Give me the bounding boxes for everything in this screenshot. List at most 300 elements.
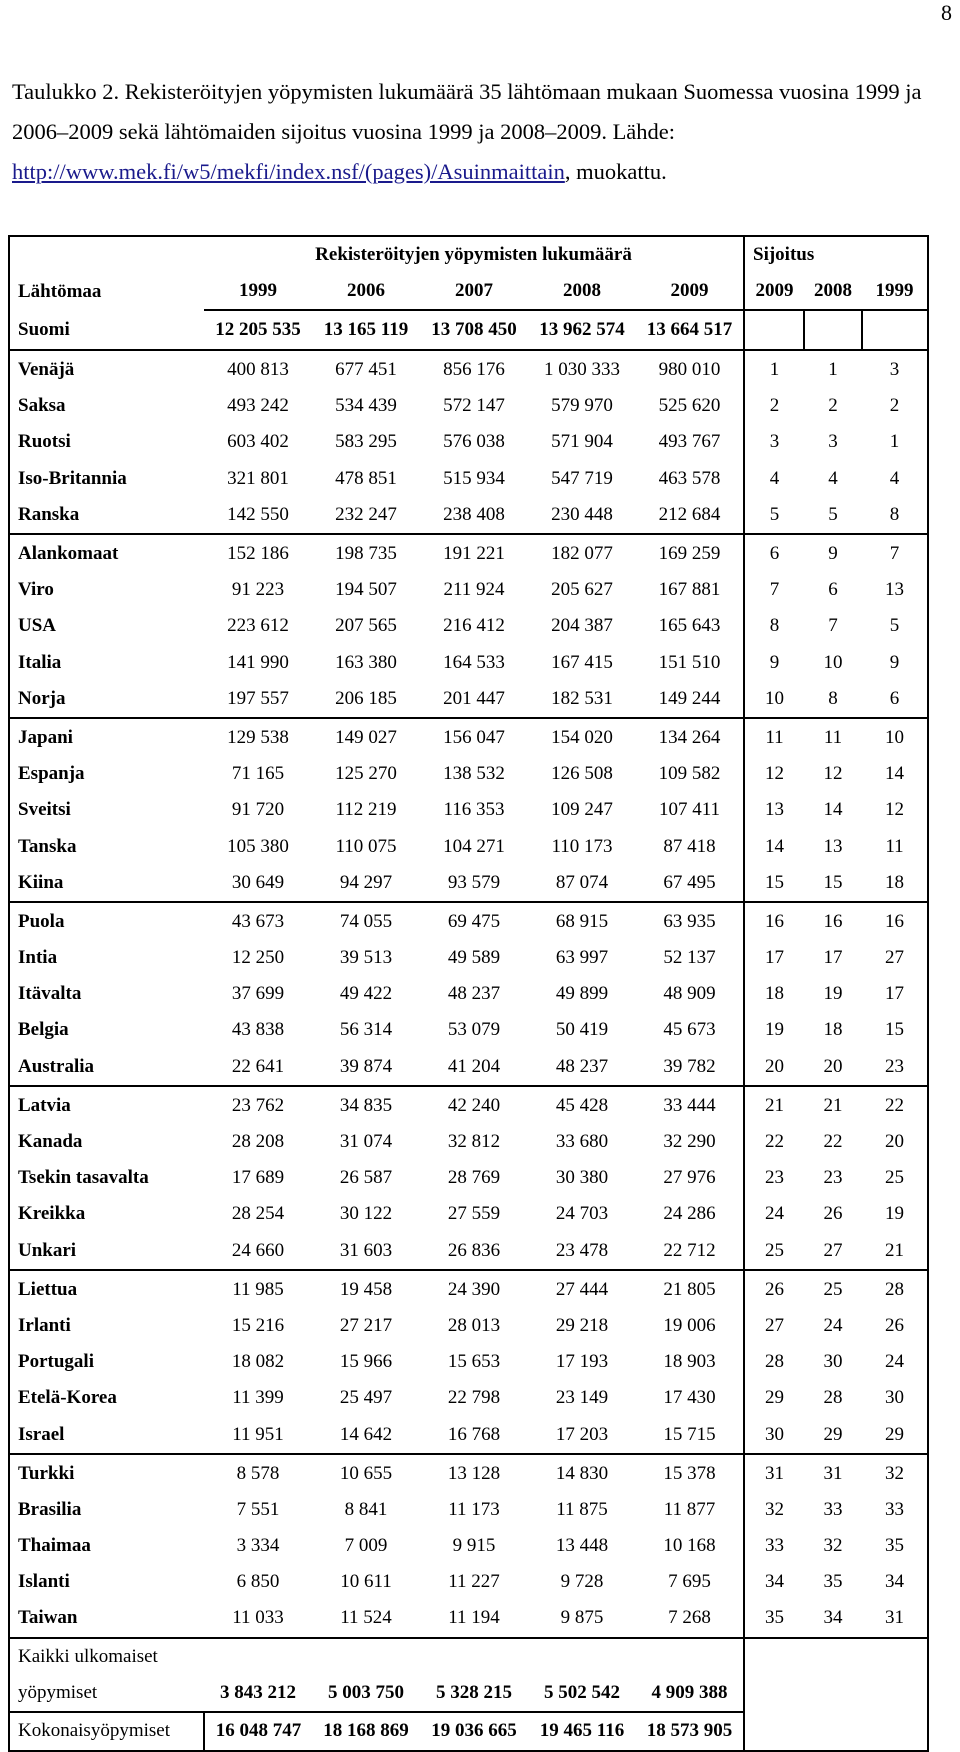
rank-cell: 29: [765, 1387, 784, 1409]
total-all-count: 16 048 747: [215, 1720, 302, 1742]
table-row: [9, 1308, 928, 1344]
rank-cell: 1: [828, 359, 838, 381]
count-cell: 141 990: [227, 651, 289, 673]
count-cell: 211 924: [443, 579, 505, 601]
count-cell: 216 412: [443, 615, 505, 637]
count-cell: 34 835: [339, 1094, 393, 1116]
rank-cell: 4: [769, 467, 780, 489]
rank-cell: 31: [823, 1462, 843, 1484]
table-row: [9, 534, 928, 572]
count-cell: 52 137: [636, 940, 744, 976]
count-cell: 19 458: [339, 1278, 393, 1300]
count-cell: 11 173: [448, 1498, 500, 1520]
rank-cell: 24: [823, 1314, 843, 1336]
country-name: Venäjä: [18, 359, 75, 381]
count-cell: 493 767: [636, 424, 744, 460]
table-row: [9, 1012, 928, 1048]
count-cell: 27 559: [447, 1203, 501, 1225]
count-cell: 31 074: [339, 1131, 393, 1153]
count-cell: 71 165: [231, 763, 285, 785]
rank-cell: 11: [823, 726, 843, 748]
total-foreign-count: 3 843 212: [204, 1675, 312, 1712]
header-counts-group: Rekisteröityjen yöpymisten lukumäärä: [204, 236, 744, 273]
table-row: [9, 608, 928, 644]
rank-cell: 27: [804, 1233, 862, 1270]
country-name: Norja: [9, 681, 204, 718]
rank-cell: 35: [885, 1535, 904, 1557]
count-cell: 91 720: [231, 799, 285, 821]
country-name: Saksa: [18, 395, 66, 417]
table-row: [9, 1196, 928, 1232]
count-cell: 74 055: [339, 910, 393, 932]
count-cell: 50 419: [555, 1019, 609, 1041]
source-link[interactable]: http://www.mek.fi/w5/mekfi/index.nsf/(pages)/Asuinmaittain: [12, 159, 565, 184]
count-cell: 182 077: [551, 543, 613, 565]
count-cell: 11 033: [204, 1600, 312, 1637]
rank-cell: 34: [885, 1571, 904, 1593]
count-cell: 63 935: [636, 902, 744, 940]
total-foreign-count: 4 909 388: [636, 1675, 744, 1712]
count-cell: 22 712: [636, 1233, 744, 1270]
rank-cell: 30: [885, 1387, 904, 1409]
rank-cell: 9: [769, 651, 780, 673]
count-cell: 7 268: [636, 1600, 744, 1637]
country-name: Latvia: [18, 1094, 71, 1116]
rank-cell: 17: [765, 947, 784, 969]
count-cell: 212 684: [636, 497, 744, 534]
count-cell: 107 411: [636, 792, 744, 828]
count-cell: 15 653: [447, 1351, 501, 1373]
count-cell: 154 020: [551, 726, 613, 748]
count-cell: 11 875: [556, 1498, 608, 1520]
rank-cell: 12: [765, 763, 784, 785]
count-cell: 13 664 517: [636, 310, 744, 350]
table-cell: [204, 1638, 312, 1675]
rank-cell: 35: [823, 1571, 843, 1593]
count-cell: 109 247: [551, 799, 613, 821]
count-cell: 232 247: [312, 497, 420, 534]
table-row: [9, 681, 928, 718]
table-caption: [12, 72, 942, 192]
count-cell: 10 655: [339, 1462, 393, 1484]
count-cell: 32 290: [636, 1124, 744, 1160]
count-cell: 980 010: [636, 350, 744, 388]
rank-cell: 19: [885, 1203, 904, 1225]
rank-cell: 19: [823, 983, 843, 1005]
rank-cell: 5: [889, 615, 900, 637]
header-year-rank: 1999: [875, 280, 914, 301]
count-cell: 109 582: [636, 756, 744, 792]
country-name: Unkari: [9, 1233, 204, 1270]
rank-cell: 26: [823, 1203, 843, 1225]
table-row: [9, 1086, 928, 1124]
count-cell: 151 510: [636, 645, 744, 681]
count-cell: 31 603: [312, 1233, 420, 1270]
rank-cell: 28: [765, 1351, 784, 1373]
count-cell: 165 643: [636, 608, 744, 644]
rank-cell: 7: [828, 615, 838, 637]
count-cell: 49 899: [555, 983, 609, 1005]
table-row: [9, 828, 928, 864]
count-cell: 32 812: [447, 1131, 501, 1153]
rank-cell: 16: [765, 910, 784, 932]
count-cell: 191 221: [443, 543, 505, 565]
count-cell: 28 254: [231, 1203, 285, 1225]
rank-cell: 23: [765, 1167, 784, 1189]
count-cell: 547 719: [551, 467, 613, 489]
rank-cell: 20: [804, 1049, 862, 1086]
count-cell: 15 966: [339, 1351, 393, 1373]
count-cell: 182 531: [528, 681, 636, 718]
country-name: Italia: [18, 651, 62, 673]
rank-cell: 25: [885, 1167, 904, 1189]
table-row: [9, 1049, 928, 1086]
total-foreign-count: 5 003 750: [312, 1675, 420, 1712]
rank-cell: 26: [885, 1314, 904, 1336]
rank-cell: 27: [885, 947, 904, 969]
country-name: USA: [18, 615, 57, 637]
country-name: Suomi: [9, 310, 204, 350]
count-cell: 603 402: [227, 431, 289, 453]
table-row: [9, 1233, 928, 1270]
table-row: [9, 350, 928, 388]
table-row: [9, 902, 928, 940]
count-cell: 30 122: [339, 1203, 393, 1225]
table-row: [9, 1124, 928, 1160]
count-cell: 238 408: [420, 497, 528, 534]
rank-cell: 21: [823, 1094, 843, 1116]
count-cell: 67 495: [636, 865, 744, 902]
count-cell: 13 708 450: [420, 310, 528, 350]
rank-cell: 16: [885, 910, 904, 932]
country-name: Viro: [18, 579, 54, 601]
rank-cell: 32: [823, 1535, 843, 1557]
count-cell: 24 390: [447, 1278, 501, 1300]
count-cell: 56 314: [339, 1019, 393, 1041]
count-cell: 68 915: [555, 910, 609, 932]
table-row: [9, 461, 928, 497]
rank-cell: 24: [885, 1351, 904, 1373]
count-cell: 169 259: [636, 534, 744, 572]
count-cell: 142 550: [204, 497, 312, 534]
rank-cell: 1: [769, 359, 780, 381]
count-cell: 7 695: [636, 1564, 744, 1600]
rank-cell-empty: [744, 310, 804, 350]
count-cell: 17 430: [636, 1380, 744, 1416]
count-cell: 138 532: [443, 763, 505, 785]
count-cell: 14 642: [312, 1416, 420, 1453]
count-cell: 17 203: [528, 1416, 636, 1453]
country-name: Kanada: [18, 1131, 83, 1153]
rank-cell: 34: [804, 1600, 862, 1637]
count-cell: 21 805: [636, 1270, 744, 1308]
count-cell: 11 985: [232, 1278, 284, 1300]
count-cell: 9 915: [452, 1535, 496, 1557]
count-cell: 19 006: [636, 1308, 744, 1344]
count-cell: 156 047: [443, 726, 505, 748]
count-cell: 45 673: [636, 1012, 744, 1048]
count-cell: 10 168: [636, 1528, 744, 1564]
count-cell: 104 271: [443, 835, 505, 857]
rank-cell: 18: [823, 1019, 843, 1041]
header-blank: [9, 236, 204, 273]
total-all-count: 19 465 116: [539, 1720, 625, 1742]
rank-cell: 31: [862, 1600, 928, 1637]
count-cell: 33 444: [636, 1086, 744, 1124]
country-name: Australia: [9, 1049, 204, 1086]
count-cell: 45 428: [555, 1094, 609, 1116]
rank-cell: 32: [765, 1498, 784, 1520]
country-name: Belgia: [18, 1019, 69, 1041]
count-cell: 13 165 119: [312, 310, 420, 350]
country-name: Kreikka: [18, 1203, 86, 1225]
rank-cell: 2: [769, 395, 780, 417]
count-cell: 201 447: [420, 681, 528, 718]
count-cell: 12 250: [231, 947, 285, 969]
total-all-count: 18 573 905: [636, 1712, 744, 1751]
rank-cell: 18: [765, 983, 784, 1005]
table-row: [9, 1564, 928, 1600]
table-row: [9, 1492, 928, 1528]
table-row: [9, 388, 928, 424]
count-cell: 94 297: [312, 865, 420, 902]
count-cell: 41 204: [420, 1049, 528, 1086]
count-cell: 53 079: [447, 1019, 501, 1041]
count-cell: 17 193: [555, 1351, 609, 1373]
table-row: [9, 940, 928, 976]
count-cell: 39 513: [339, 947, 393, 969]
country-name: Etelä-Korea: [18, 1387, 117, 1409]
rank-cell: 8: [804, 681, 862, 718]
count-cell: 11 877: [636, 1492, 744, 1528]
count-cell: 23 149: [555, 1387, 609, 1409]
count-cell: 24 286: [636, 1196, 744, 1232]
rank-cell: 3: [828, 431, 838, 453]
rank-cell: 1: [889, 431, 900, 453]
country-name: Turkki: [18, 1462, 75, 1484]
table-row: [9, 1160, 928, 1196]
rank-cell: 28: [823, 1387, 843, 1409]
count-cell: 93 579: [420, 865, 528, 902]
count-cell: 206 185: [312, 681, 420, 718]
count-cell: 534 439: [335, 395, 397, 417]
table-row: [9, 1344, 928, 1380]
rank-cell: 21: [765, 1094, 784, 1116]
count-cell: 11 194: [420, 1600, 528, 1637]
rank-cell: 34: [765, 1571, 784, 1593]
count-cell: 9 728: [560, 1571, 604, 1593]
count-cell: 49 589: [447, 947, 501, 969]
rank-cell: 14: [823, 799, 843, 821]
rank-cell: 4: [889, 467, 900, 489]
count-cell: 167 415: [551, 651, 613, 673]
country-name: Itävalta: [18, 983, 82, 1005]
count-cell: 105 380: [227, 835, 289, 857]
rank-cell: 6: [828, 579, 838, 601]
rank-cell: 6: [769, 543, 780, 565]
rank-cell-empty: [804, 310, 862, 350]
rank-cell: 15: [885, 1019, 904, 1041]
count-cell: 37 699: [231, 983, 285, 1005]
rank-cell: 29: [804, 1416, 862, 1453]
table-cell: [420, 1638, 528, 1675]
total-foreign-count: 5 328 215: [420, 1675, 528, 1712]
count-cell: 163 380: [335, 651, 397, 673]
count-cell: 48 909: [636, 976, 744, 1012]
count-cell: 16 768: [420, 1416, 528, 1453]
rank-cell: 19: [765, 1019, 784, 1041]
header-year-count: 2009: [636, 273, 744, 310]
count-cell: 30 380: [555, 1167, 609, 1189]
caption-suffix: , muokattu.: [564, 159, 667, 184]
rank-cell: 18: [862, 865, 928, 902]
count-cell: 478 851: [335, 467, 397, 489]
count-cell: 8 578: [236, 1462, 280, 1484]
count-cell: 13 962 574: [528, 310, 636, 350]
count-cell: 134 264: [636, 718, 744, 756]
country-name: Ranska: [9, 497, 204, 534]
count-cell: 11 951: [204, 1416, 312, 1453]
total-foreign-label-2: yöpymiset: [9, 1675, 204, 1712]
rank-cell: 11: [885, 835, 904, 857]
caption-text: Taulukko 2. Rekisteröityjen yöpymisten lukumäärä 35 lähtömaan mukaan Suomessa vuosina 1999 ja 2006–2009 sekä lähtömaiden sijoitus vuosina 1999 ja 2008–2009. Lähde:: [12, 79, 922, 144]
rank-cell: 7: [889, 543, 900, 565]
count-cell: 39 782: [636, 1049, 744, 1086]
rank-cell: 16: [823, 910, 843, 932]
rank-cell: 29: [862, 1416, 928, 1453]
count-cell: 8 841: [344, 1498, 388, 1520]
rank-cell: 10: [823, 651, 843, 673]
count-cell: 15 216: [231, 1314, 285, 1336]
country-name: Liettua: [18, 1278, 78, 1300]
count-cell: 26 836: [420, 1233, 528, 1270]
count-cell: 572 147: [443, 395, 505, 417]
table-cell: [636, 1638, 744, 1675]
country-name: Japani: [18, 726, 73, 748]
rank-cell: 31: [765, 1462, 784, 1484]
count-cell: 7 551: [236, 1498, 280, 1520]
count-cell: 18 903: [636, 1344, 744, 1380]
table-row: [9, 645, 928, 681]
count-cell: 463 578: [636, 461, 744, 497]
count-cell: 400 813: [227, 359, 289, 381]
header-year-count: 2006: [347, 280, 385, 301]
rank-cell: 25: [823, 1278, 843, 1300]
count-cell: 27 976: [636, 1160, 744, 1196]
count-cell: 69 475: [447, 910, 501, 932]
header-year-rank: 2008: [814, 280, 852, 301]
count-cell: 33 680: [555, 1131, 609, 1153]
count-cell: 149 027: [335, 726, 397, 748]
header-row-years: [9, 273, 928, 310]
header-year-rank: 2009: [755, 280, 794, 301]
count-cell: 14 830: [555, 1462, 609, 1484]
country-name: Taiwan: [9, 1600, 204, 1637]
table-row: [9, 865, 928, 902]
header-year-count: 2007: [455, 280, 493, 301]
total-all-label: Kokonaisyöpymiset: [9, 1712, 204, 1751]
rank-cell: 23: [823, 1167, 843, 1189]
count-cell: 167 881: [636, 572, 744, 608]
count-cell: 576 038: [443, 431, 505, 453]
rank-cell: 9: [889, 651, 900, 673]
count-cell: 13 128: [447, 1462, 501, 1484]
rank-cell: 2: [889, 395, 900, 417]
rank-cell: 35: [744, 1600, 804, 1637]
count-cell: 91 223: [231, 579, 285, 601]
table-row: [9, 718, 928, 756]
count-cell: 164 533: [443, 651, 505, 673]
rank-cell: 24: [765, 1203, 784, 1225]
count-cell: 12 205 535: [204, 310, 312, 350]
rank-cell: 3: [769, 431, 780, 453]
count-cell: 25 497: [339, 1387, 393, 1409]
country-name: Espanja: [18, 763, 85, 785]
count-cell: 11 524: [312, 1600, 420, 1637]
rank-cell: 17: [885, 983, 904, 1005]
total-foreign-count: 5 502 542: [528, 1675, 636, 1712]
count-cell: 23 478: [528, 1233, 636, 1270]
table-row: [9, 976, 928, 1012]
table-row: [9, 756, 928, 792]
table-row: [9, 1454, 928, 1492]
count-cell: 583 295: [335, 431, 397, 453]
rank-cell: 13: [765, 799, 784, 821]
rank-cell: 33: [765, 1535, 784, 1557]
rank-cell: 7: [769, 579, 780, 601]
rank-cell: 26: [765, 1278, 784, 1300]
count-cell: 126 508: [551, 763, 613, 785]
page-number: 8: [941, 0, 952, 25]
count-cell: 205 627: [551, 579, 613, 601]
rank-cell: 22: [765, 1131, 784, 1153]
count-cell: 39 874: [312, 1049, 420, 1086]
count-cell: 3 334: [236, 1535, 280, 1557]
count-cell: 525 620: [636, 388, 744, 424]
count-cell: 27 217: [339, 1314, 393, 1336]
count-cell: 22 798: [447, 1387, 501, 1409]
count-cell: 15 715: [636, 1416, 744, 1453]
row-suomi: [9, 310, 928, 350]
rank-cell: 17: [823, 947, 843, 969]
table-row: [9, 497, 928, 534]
country-name: Tanska: [18, 835, 77, 857]
table-row: [9, 792, 928, 828]
country-name: Ruotsi: [18, 431, 71, 453]
rank-cell: 3: [889, 359, 900, 381]
count-cell: 28 208: [231, 1131, 285, 1153]
rank-cell: 23: [862, 1049, 928, 1086]
count-cell: 125 270: [335, 763, 397, 785]
rank-cell: 10: [744, 681, 804, 718]
rank-cell: 5: [804, 497, 862, 534]
count-cell: 129 538: [227, 726, 289, 748]
count-cell: 856 176: [443, 359, 505, 381]
count-cell: 11 227: [448, 1571, 500, 1593]
count-cell: 197 557: [204, 681, 312, 718]
count-cell: 15 378: [636, 1454, 744, 1492]
count-cell: 43 673: [231, 910, 285, 932]
table-row: [9, 1528, 928, 1564]
header-row-groups: [9, 236, 928, 273]
count-cell: 28 769: [447, 1167, 501, 1189]
rank-cell: 8: [769, 615, 780, 637]
count-cell: 13 448: [555, 1535, 609, 1557]
rank-cell: 12: [885, 799, 904, 821]
country-name: Brasilia: [18, 1498, 82, 1520]
row-total-foreign-1: [9, 1638, 928, 1675]
rank-cell-empty: [862, 310, 928, 350]
